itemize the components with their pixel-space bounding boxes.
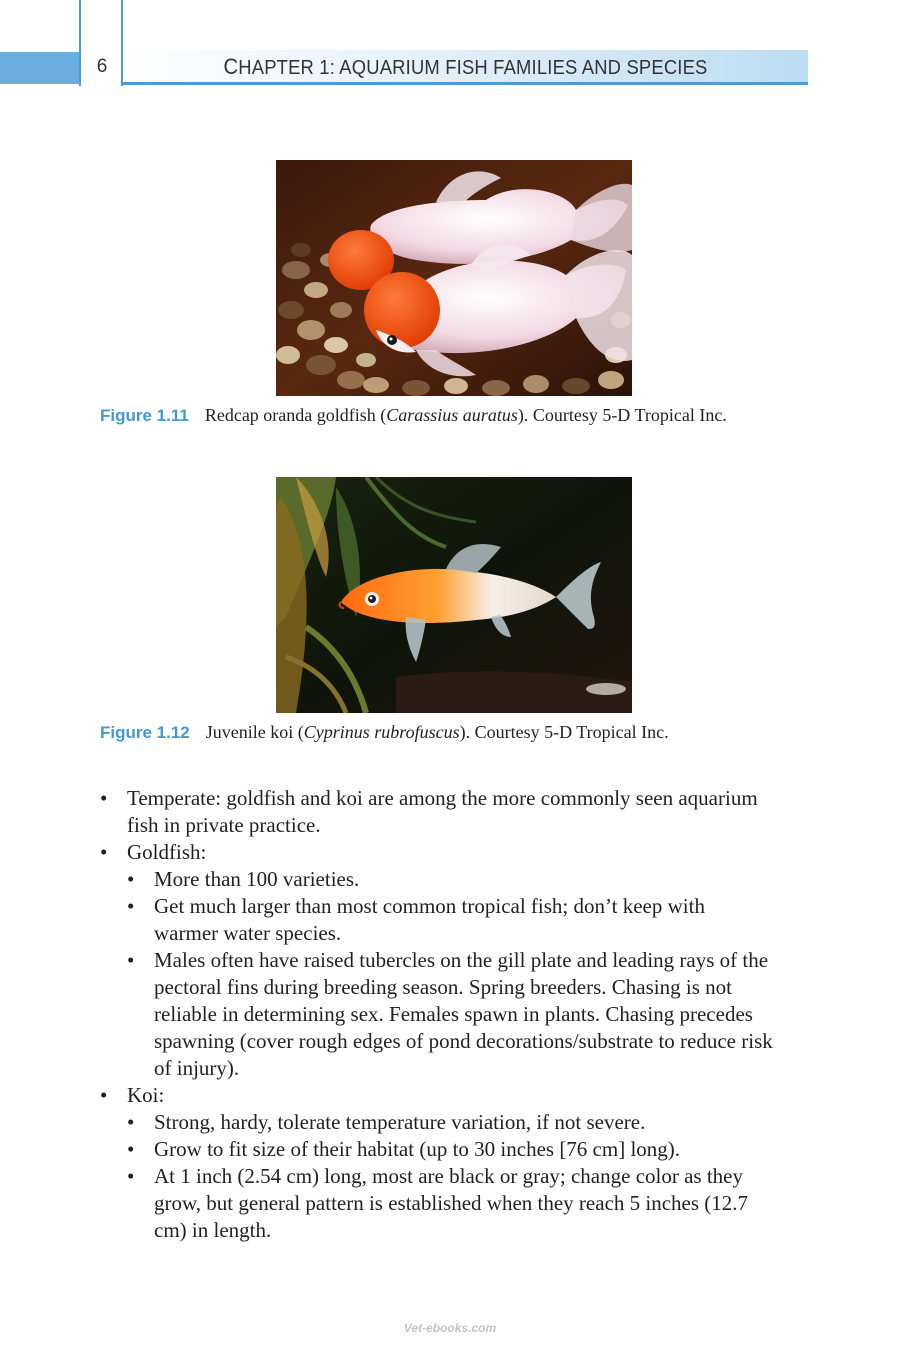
bullet-icon: • [127, 867, 135, 891]
figure-label: Figure 1.11 [100, 406, 189, 425]
list-item-text: of injury). [154, 1056, 240, 1080]
sub-list-item [100, 893, 820, 947]
header-rule [79, 0, 81, 86]
caption-text: Redcap oranda goldfish ( [204, 405, 387, 425]
list-item [100, 1082, 820, 1109]
sub-list-item [100, 947, 820, 1082]
list-item-text: spawning (cover rough edges of pond decorations/substrate to reduce risk [154, 1029, 773, 1053]
list-item-text: Get much larger than most common tropical fish; don’t keep with [154, 894, 705, 918]
list-item-text: Grow to fit size of their habitat (up to 30 inches [76 cm] long). [154, 1137, 681, 1161]
list-item-text: fish in private practice. [127, 813, 321, 837]
list-item-text: Koi: [127, 1083, 165, 1107]
goldfish-photo [276, 160, 632, 396]
species-name: Carassius auratus [386, 405, 518, 425]
list-item-text: At 1 inch (2.54 cm) long, most are black or gray; change color as they [154, 1164, 743, 1188]
bullet-list [100, 785, 820, 1244]
header-tab [0, 52, 79, 84]
bullet-icon: • [100, 786, 108, 810]
bullet-icon: • [127, 948, 135, 972]
sub-list-item [100, 866, 820, 893]
page-number: 6 [96, 56, 108, 77]
list-item [100, 785, 820, 839]
running-header-title [150, 54, 780, 80]
figure-caption [100, 405, 820, 426]
bullet-icon: • [127, 1110, 135, 1134]
watermark: Vet-ebooks.com [403, 1321, 497, 1335]
list-item-text: cm) in length. [154, 1218, 272, 1242]
list-item-text: warmer water species. [154, 921, 342, 945]
list-item-text: Males often have raised tubercles on the gill plate and leading rays of the [154, 948, 769, 972]
chapter-name: : AQUARIUM FISH FAMILIES AND SPECIES [329, 57, 708, 79]
chapter-number: HAPTER 1 [238, 57, 330, 79]
list-item-text: reliable in determining sex. Females spawn in plants. Chasing precedes [154, 1002, 753, 1026]
bullet-icon: • [127, 1164, 135, 1188]
list-item-text: grow, but general pattern is established when they reach 5 inches (12.7 [154, 1191, 749, 1215]
bullet-icon: • [100, 1083, 108, 1107]
list-item-text: Goldfish: [127, 840, 207, 864]
list-item-text: More than 100 varieties. [154, 867, 360, 891]
sub-list-item [100, 1136, 820, 1163]
figure-label: Figure 1.12 [100, 723, 190, 742]
list-item-text: Strong, hardy, tolerate temperature variation, if not severe. [154, 1110, 646, 1134]
caption-text: Juvenile koi ( [205, 722, 304, 742]
bullet-icon: • [100, 840, 108, 864]
caption-text: ). Courtesy 5-D Tropical Inc. [517, 405, 727, 425]
figure-caption [100, 722, 820, 743]
sub-list-item [100, 1163, 820, 1244]
species-name: Cyprinus rubrofuscus [303, 722, 460, 742]
chapter-initial: C [223, 54, 239, 79]
sub-list-item [100, 1109, 820, 1136]
caption-text: ). Courtesy 5-D Tropical Inc. [459, 722, 669, 742]
list-item [100, 839, 820, 866]
list-item-text: pectoral fins during breeding season. Spring breeders. Chasing is not [154, 975, 732, 999]
bullet-icon: • [127, 1137, 135, 1161]
koi-photo [276, 477, 632, 713]
list-item-text: Temperate: goldfish and koi are among the more commonly seen aquarium [127, 786, 758, 810]
bullet-icon: • [127, 894, 135, 918]
